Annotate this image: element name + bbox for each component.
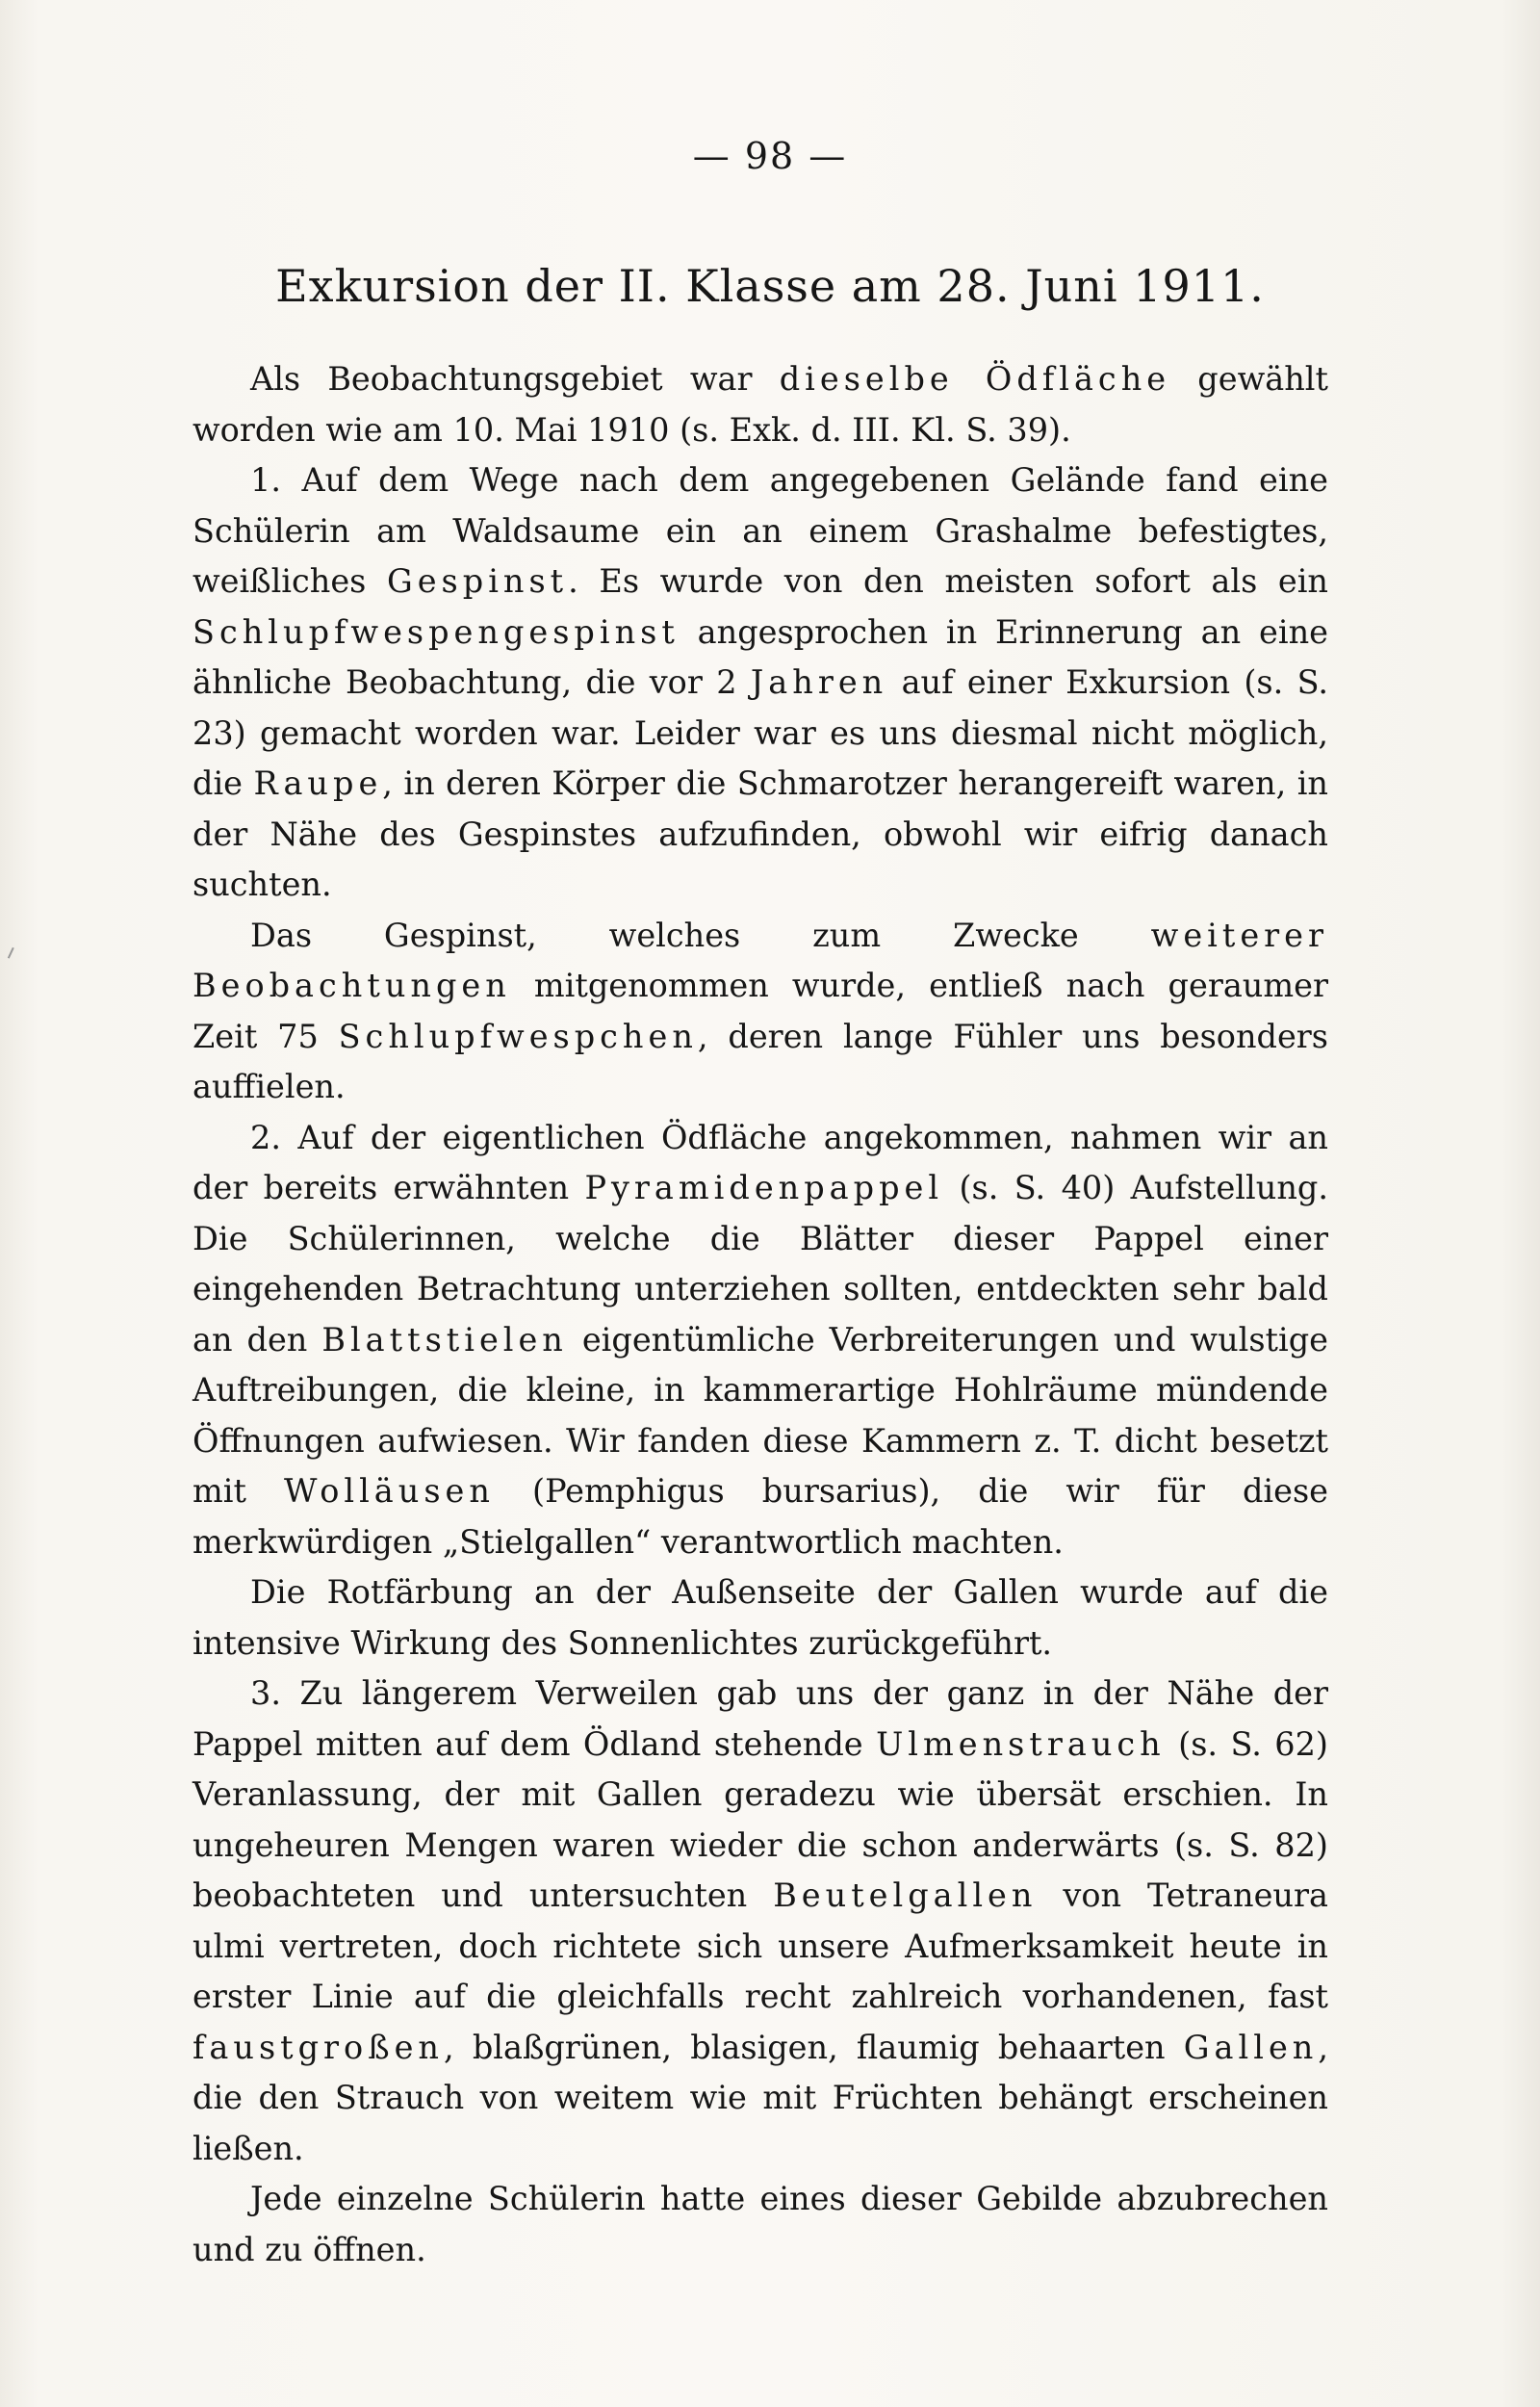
spaced-emphasis: Ulmenstrauch (876, 1724, 1166, 1763)
spaced-emphasis: Schlupfwespengespinst (192, 612, 680, 651)
margin-mark (8, 947, 19, 961)
spaced-emphasis: Raupe (253, 764, 383, 802)
text-run: 3. Zu längerem Verweilen gab uns der ganz in der Nähe der Pappel mitten auf dem Ödland stehende (192, 1674, 1328, 1763)
text-run: . Es wurde von den meisten sofort als ein (568, 562, 1328, 600)
text-run: mitgenommen wurde, entließ nach geraumer Zeit 75 (192, 967, 1328, 1055)
text-run: gewählt worden wie am 10. Mai 1910 (s. Exk. d. III. Kl. S. 39). (192, 360, 1328, 449)
text-run: auf einer Exkursion (s. S. 23) gemacht worden war. Leider war es uns diesmal nicht möglich, die (192, 663, 1328, 802)
text-run: 2. Auf der eigentlichen Ödfläche angekommen, nahmen wir an der bereits erwähnten (192, 1118, 1328, 1206)
text-run: (Pemphigus bursarius), die wir für diese merkwürdigen „Stielgallen“ verantwortlich machten. (192, 1472, 1328, 1561)
text-run: Die Rotfärbung an der Außenseite der Gallen wurde auf die intensive Wirkung des Sonnenlichtes zurückgeführt. (192, 1573, 1328, 1662)
paragraph-2 (192, 455, 1328, 911)
spaced-emphasis: Pyramidenpappel (584, 1169, 944, 1206)
text-run: angesprochen in Erinnerung an eine ähnliche Beobachtung, die vor 2 (192, 612, 1328, 701)
text-run: (s. S. 62) Veranlassung, der mit Gallen geradezu wie übersät erschien. In ungeheuren Mengen waren wieder die schon anderwärts (s. S. 82) beobachteten und untersuchten (192, 1724, 1328, 1914)
paragraph-1 (192, 354, 1328, 455)
text-run: , deren lange Fühler uns besonders auffielen. (192, 1017, 1328, 1105)
page-title: Exkursion der II. Klasse am 28. Juni 1911. (275, 260, 1265, 312)
page-number: — 98 — (692, 135, 848, 177)
spaced-emphasis: weiterer Beobachtungen (192, 916, 1328, 1004)
paragraph-3 (192, 911, 1328, 1113)
text-run: Das Gespinst, welches zum Zwecke (250, 916, 1151, 954)
text-run: , die den Strauch von weitem wie mit Früchten behängt erscheinen ließen. (192, 2028, 1328, 2167)
spaced-emphasis: Wolläusen (284, 1472, 495, 1510)
spaced-emphasis: Beutelgallen (773, 1876, 1038, 1914)
spaced-emphasis: faustgroßen (192, 2028, 445, 2066)
body-text (192, 354, 1328, 2275)
spaced-emphasis: Gallen (1183, 2028, 1319, 2066)
text-run: von Tetraneura ulmi vertreten, doch richtete sich unsere Aufmerksamkeit heute in erster Linie auf die gleichfalls recht zahlreich vorhandenen, fast (192, 1876, 1328, 2015)
text-run: Jede einzelne Schülerin hatte eines dieser Gebilde abzubrechen und zu öffnen. (192, 2180, 1328, 2268)
spaced-emphasis: Jahren (750, 663, 888, 701)
text-run: , in deren Körper die Schmarotzer herangereift waren, in der Nähe des Gespinstes aufzufinden, obwohl wir eifrig danach suchten. (192, 764, 1328, 903)
paragraph-7 (192, 2174, 1328, 2275)
text-run: , blaßgrünen, blasigen, flaumig behaarten (444, 2028, 1184, 2066)
spaced-emphasis: dieselbe Ödfläche (779, 360, 1171, 398)
text-run: (s. S. 40) Aufstellung. Die Schülerinnen, welche die Blätter dieser Pappel einer eingehenden Betrachtung unterziehen sollten, entdeckten sehr bald an den (192, 1169, 1328, 1359)
text-run: eigentümliche Verbreiterungen und wulstige Auftreibungen, die kleine, in kammerartige Hohlräume mündende Öffnungen aufwiesen. Wir fanden diese Kammern z. T. dicht besetzt mit (192, 1320, 1328, 1510)
text-run: 1. Auf dem Wege nach dem angegebenen Gelände fand eine Schülerin am Waldsaume ein an einem Grashalme befestigtes, weißliches (192, 461, 1328, 600)
paragraph-4 (192, 1113, 1328, 1568)
text-run: Als Beobachtungsgebiet war (250, 360, 780, 398)
spaced-emphasis: Schlupfwespchen (338, 1017, 698, 1055)
paragraph-5 (192, 1567, 1328, 1669)
spaced-emphasis: Blattstielen (321, 1320, 568, 1359)
spaced-emphasis: Gespinst (386, 562, 569, 600)
paragraph-6 (192, 1669, 1328, 2174)
